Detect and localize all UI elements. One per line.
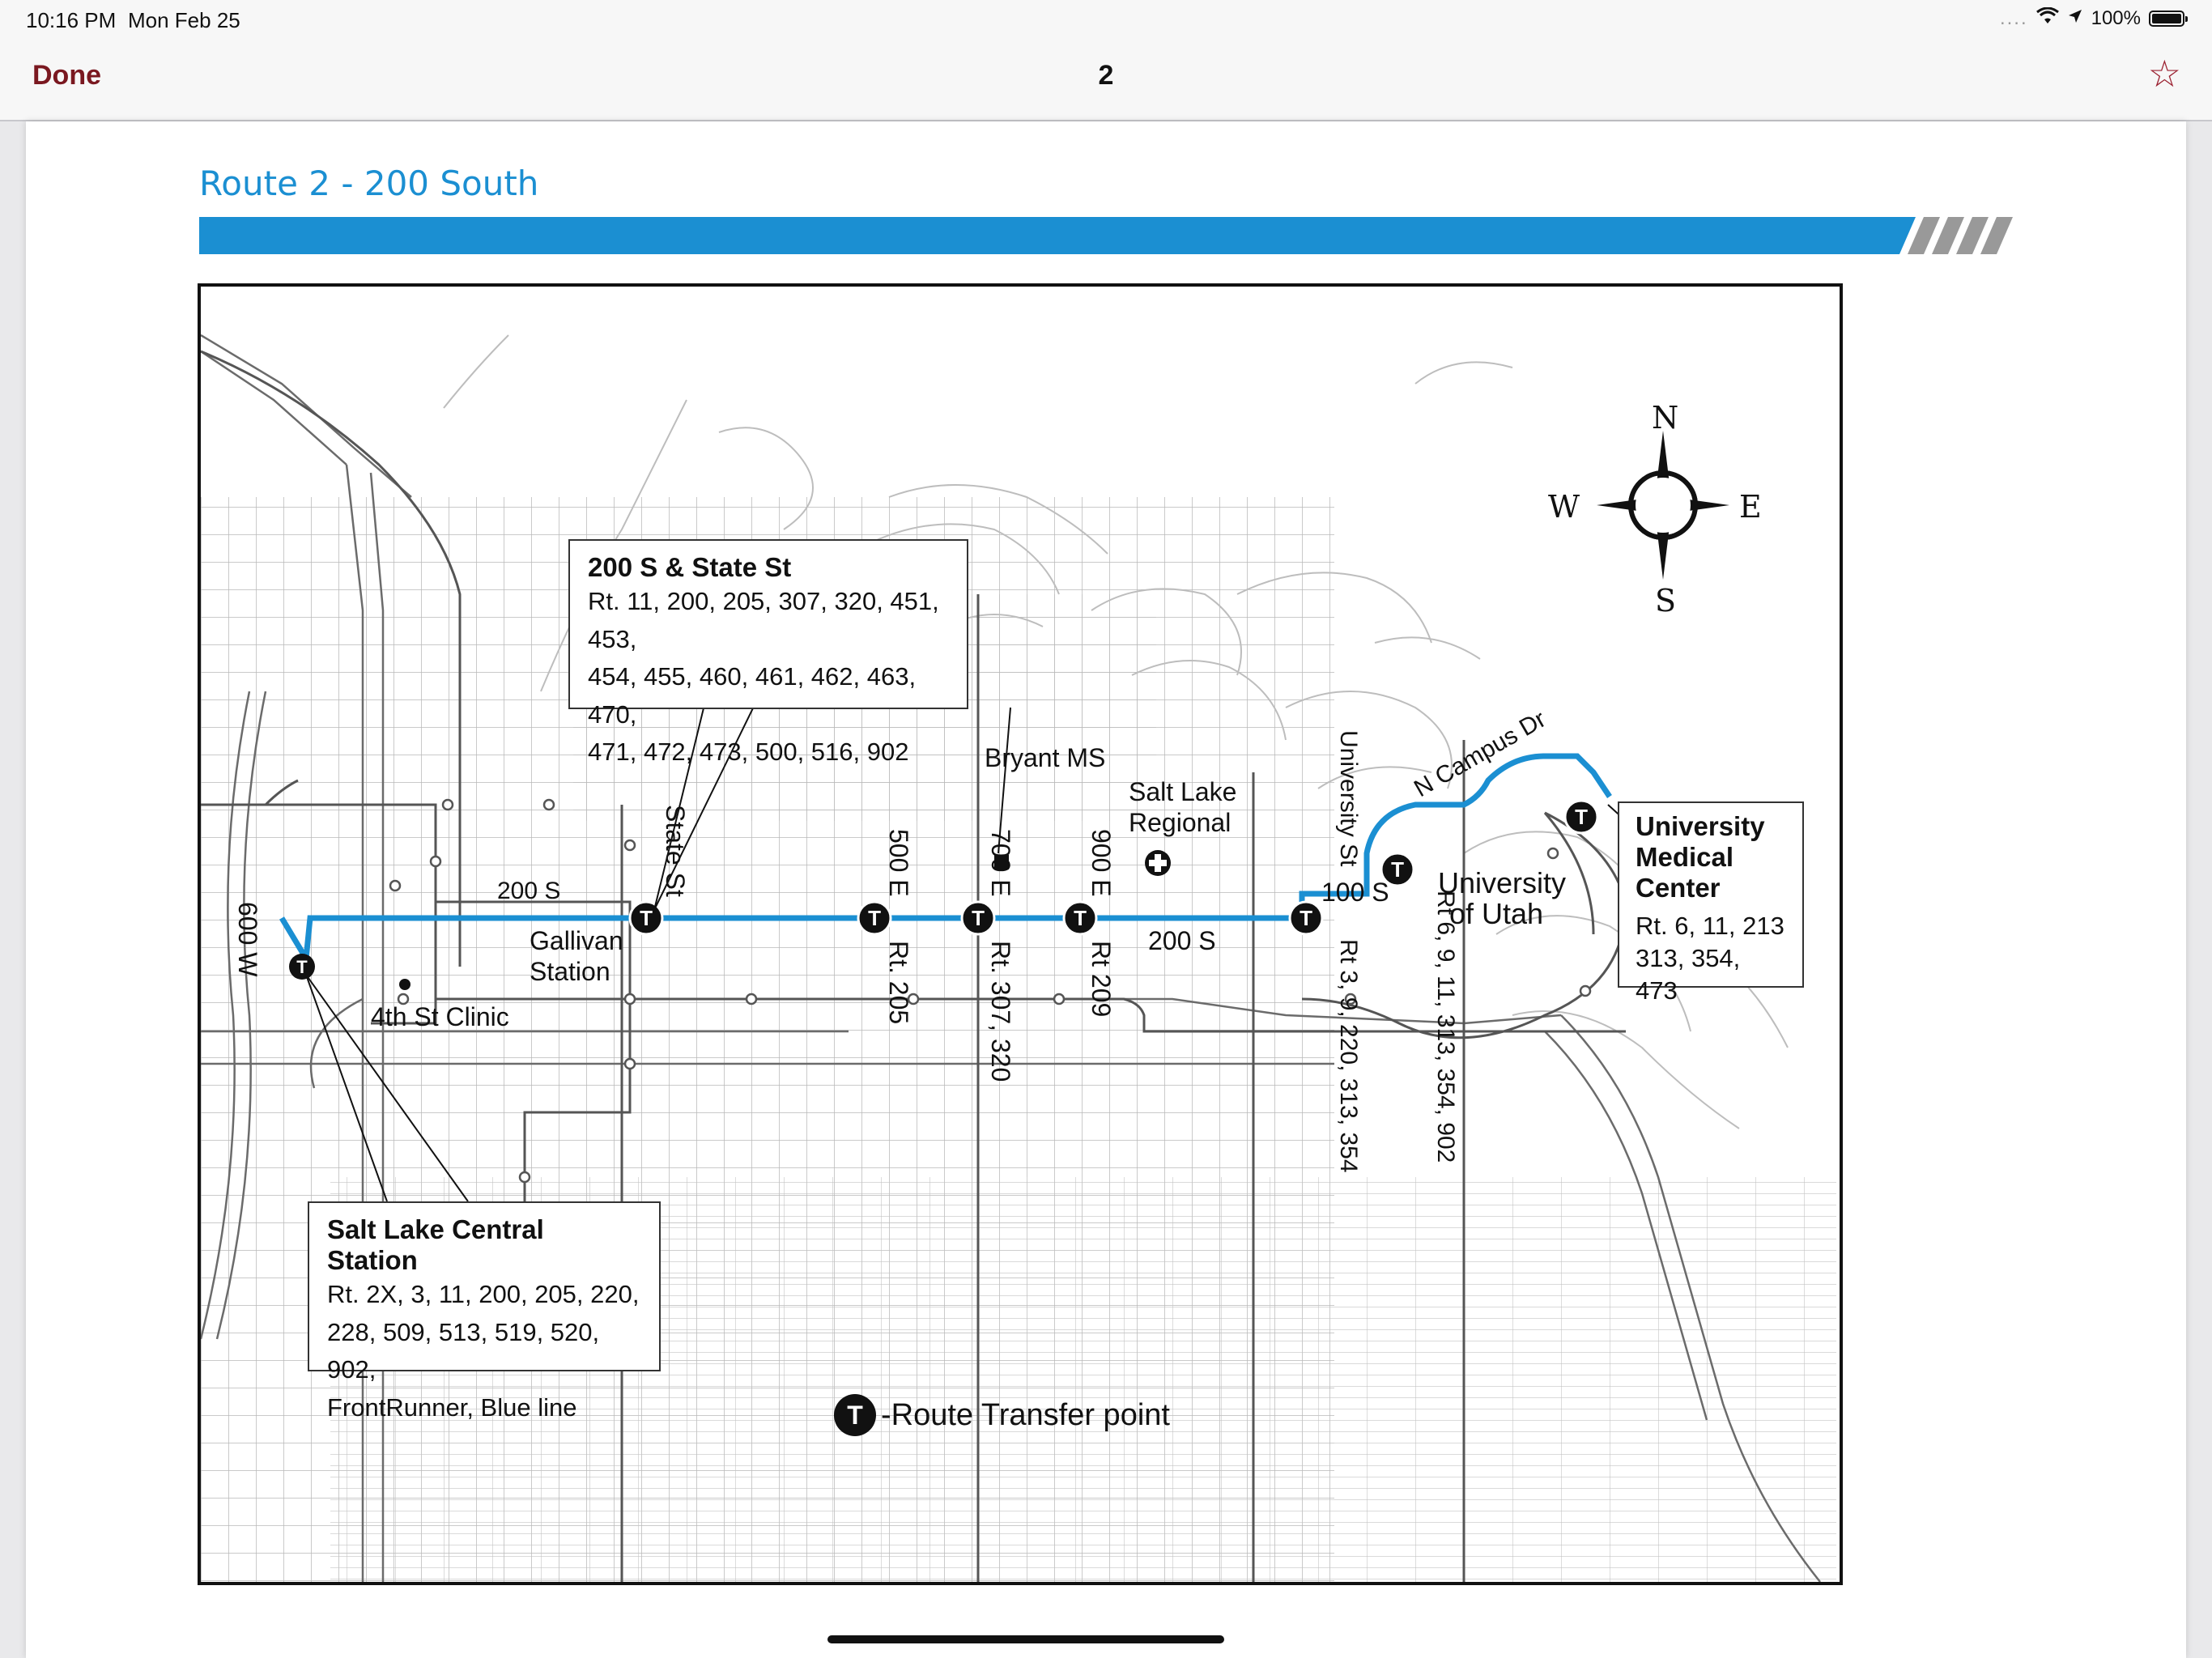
route-map — [198, 283, 1843, 1585]
label-bryant: Bryant MS — [985, 743, 1106, 772]
label-rt307: Rt. 307, 320 — [986, 941, 1015, 1082]
label-slr-1: Salt Lake — [1129, 777, 1237, 806]
svg-text:T: T — [972, 906, 985, 930]
label-600w: 600 W — [233, 902, 262, 977]
status-indicators — [2000, 6, 2184, 31]
label-700e: 700 E — [986, 829, 1015, 897]
label-100s: 100 S — [1321, 878, 1389, 907]
page-number-title: 2 — [1098, 60, 1114, 91]
svg-text:T: T — [640, 906, 653, 930]
label-uofu-2: of Utah — [1449, 897, 1544, 930]
compass-n: N — [1652, 400, 1679, 436]
location-arrow-icon — [2067, 7, 2083, 30]
compass-w: W — [1548, 489, 1580, 525]
callout-central-line1: Rt. 2X, 3, 11, 200, 205, 220, — [327, 1280, 640, 1308]
callout-central-title: Salt Lake Central Station — [327, 1214, 544, 1275]
svg-text:T: T — [1300, 906, 1312, 930]
callout-state-st-title: 200 S & State St — [588, 552, 792, 582]
document-page[interactable] — [26, 121, 2186, 1658]
label-gallivan-1: Gallivan — [530, 926, 623, 955]
svg-text:T: T — [1391, 857, 1404, 882]
svg-text:T: T — [868, 906, 881, 930]
callout-medical-title2: Medical — [1636, 841, 1734, 872]
callout-medical-title3: Center — [1636, 872, 1721, 903]
callout-medical-line2: 313, 354, 473 — [1636, 944, 1741, 1005]
label-200s-west: 200 S — [497, 878, 561, 904]
hospital-icon — [1145, 850, 1171, 876]
home-indicator[interactable] — [827, 1635, 1224, 1643]
label-gallivan-2: Station — [530, 957, 610, 986]
callout-medical-line1: Rt. 6, 11, 213 — [1636, 911, 1784, 940]
status-bar — [0, 0, 2212, 40]
label-campus-dr: N Campus Dr — [1410, 705, 1551, 803]
map-legend — [834, 1394, 1170, 1436]
label-rt6: Rt 6, 9, 11, 313, 354, 902 — [1432, 891, 1459, 1163]
legend-text: -Route Transfer point — [881, 1397, 1170, 1432]
label-state-st: State St — [661, 805, 690, 897]
label-rt3: Rt 3, 9, 220, 313, 354 — [1335, 939, 1362, 1173]
route-title: Route 2 - 200 South — [199, 164, 539, 203]
status-date: Mon Feb 25 — [128, 8, 240, 32]
label-900e: 900 E — [1087, 829, 1116, 897]
callout-state-st-line3: 471, 472, 473, 500, 516, 902 — [588, 738, 909, 766]
svg-text:T: T — [296, 957, 308, 977]
callout-medical-title1: University — [1636, 811, 1765, 841]
label-rt209: Rt 209 — [1087, 941, 1116, 1018]
compass-s: S — [1655, 583, 1677, 619]
route-title-bar — [199, 217, 2013, 254]
navigation-bar — [0, 40, 2212, 121]
label-uofu-1: University — [1438, 866, 1567, 899]
status-time: 10:16 PM — [26, 8, 117, 32]
battery-icon — [2149, 11, 2184, 27]
svg-text:T: T — [1575, 805, 1588, 829]
wifi-icon — [2036, 7, 2059, 31]
callout-central-line3: FrontRunner, Blue line — [327, 1392, 577, 1422]
label-200s-east: 200 S — [1148, 926, 1216, 955]
clinic-dot — [399, 979, 410, 990]
battery-percent: 100% — [2091, 7, 2141, 29]
svg-text:T: T — [1074, 906, 1087, 930]
callout-state-st-line2: 454, 455, 460, 461, 462, 463, 470, — [588, 662, 917, 729]
callout-state-st-line1: Rt. 11, 200, 205, 307, 320, 451, 453, — [588, 587, 939, 653]
callout-state-st — [568, 539, 968, 766]
callout-central-station — [308, 1201, 661, 1422]
star-outline-icon[interactable]: ☆ — [2147, 52, 2181, 96]
compass-e: E — [1739, 489, 1762, 525]
label-500e: 500 E — [884, 829, 913, 897]
label-rt205: Rt. 205 — [884, 941, 913, 1025]
done-button[interactable]: Done — [32, 60, 101, 91]
label-slr-2: Regional — [1129, 808, 1231, 837]
cellular-signal-icon: .... — [1999, 7, 2028, 29]
transfer-point-icon: T — [834, 1394, 876, 1436]
label-clinic: 4th St Clinic — [371, 1002, 509, 1031]
label-university-st: University St — [1335, 730, 1362, 867]
callout-medical-center — [1618, 801, 1804, 1005]
callout-central-line2: 228, 509, 513, 519, 520, 902, — [327, 1317, 600, 1384]
compass-rose-icon — [1597, 431, 1729, 580]
